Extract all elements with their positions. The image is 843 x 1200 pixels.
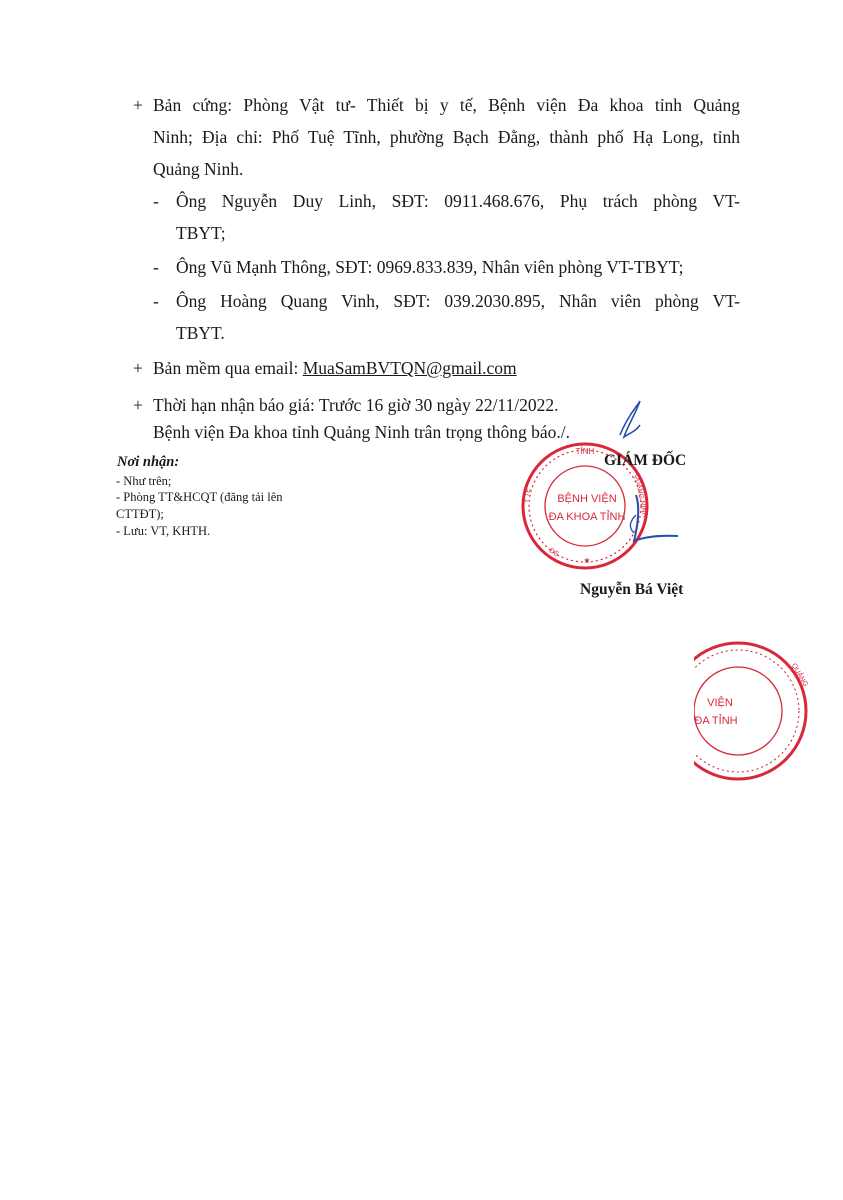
bullet-plus: + <box>133 358 143 378</box>
contact-1-line1: Ông Nguyễn Duy Linh, SĐT: 0911.468.676, Phụ trách phòng VT- <box>176 191 740 211</box>
seal-ring-top: TỈNH <box>575 447 595 456</box>
bullet-dash: - <box>153 291 159 311</box>
bullet-dash: - <box>153 191 159 211</box>
seal-ring-left: Y TẾ <box>522 487 533 504</box>
contact-2-line1: Ông Vũ Mạnh Thông, SĐT: 0969.833.839, Nhân viên phòng VT-TBYT; <box>176 257 684 277</box>
recipient-line: - Phòng TT&HCQT (đăng tải lên <box>116 490 283 504</box>
contact-3-line2: TBYT. <box>176 323 225 343</box>
seal-ring-bottom: ĐS <box>547 547 560 559</box>
item1-line1: Bản cứng: Phòng Vật tư- Thiết bị y tế, Bệnh viện Đa khoa tỉnh Quảng <box>153 95 740 115</box>
partial-seal-ring: QUẢNG <box>789 662 809 689</box>
signer-title: GIÁM ĐỐC <box>604 452 687 469</box>
item2-line <box>153 357 517 379</box>
bullet-plus: + <box>133 395 143 415</box>
contact-3-line1: Ông Hoàng Quang Vinh, SĐT: 039.2030.895, Nhân viên phòng VT- <box>176 291 740 311</box>
recipient-line: - Như trên; <box>116 474 172 488</box>
bullet-plus: + <box>133 95 143 115</box>
email-link[interactable]: MuaSamBVTQN@gmail.com <box>302 358 517 378</box>
recipients-title: Nơi nhận: <box>117 454 180 470</box>
seal-line1: BỆNH VIỆN <box>557 493 617 505</box>
seal-line2: ĐA KHOA TỈNH <box>548 511 626 523</box>
recipient-line: CTTĐT); <box>116 507 164 521</box>
email-prefix: Bản mềm qua email: <box>153 358 303 378</box>
signer-name: Nguyễn Bá Việt <box>580 581 684 598</box>
closing-line: Bệnh viện Đa khoa tỉnh Quảng Ninh trân trọng thông báo./. <box>153 422 571 442</box>
item1-line3: Quảng Ninh. <box>153 159 244 179</box>
item3-line: Thời hạn nhận báo giá: Trước 16 giờ 30 ngày 22/11/2022. <box>153 395 559 415</box>
recipient-line: - Lưu: VT, KHTH. <box>116 524 211 538</box>
item1-line2: Ninh; Địa chỉ: Phố Tuệ Tĩnh, phường Bạch Đằng, thành phố Hạ Long, tỉnh <box>153 127 740 147</box>
partial-seal <box>668 636 843 786</box>
seal-ring-right: QUẢNG NINH <box>633 473 648 519</box>
contact-1-line2: TBYT; <box>176 223 226 243</box>
partial-seal-line2: ĐA TỈNH <box>694 715 738 727</box>
signature-scribble-icon <box>600 395 690 555</box>
partial-seal-line1: VIỆN <box>707 697 733 709</box>
bullet-dash: - <box>153 257 159 277</box>
seal-star-icon: ★ <box>583 556 591 565</box>
